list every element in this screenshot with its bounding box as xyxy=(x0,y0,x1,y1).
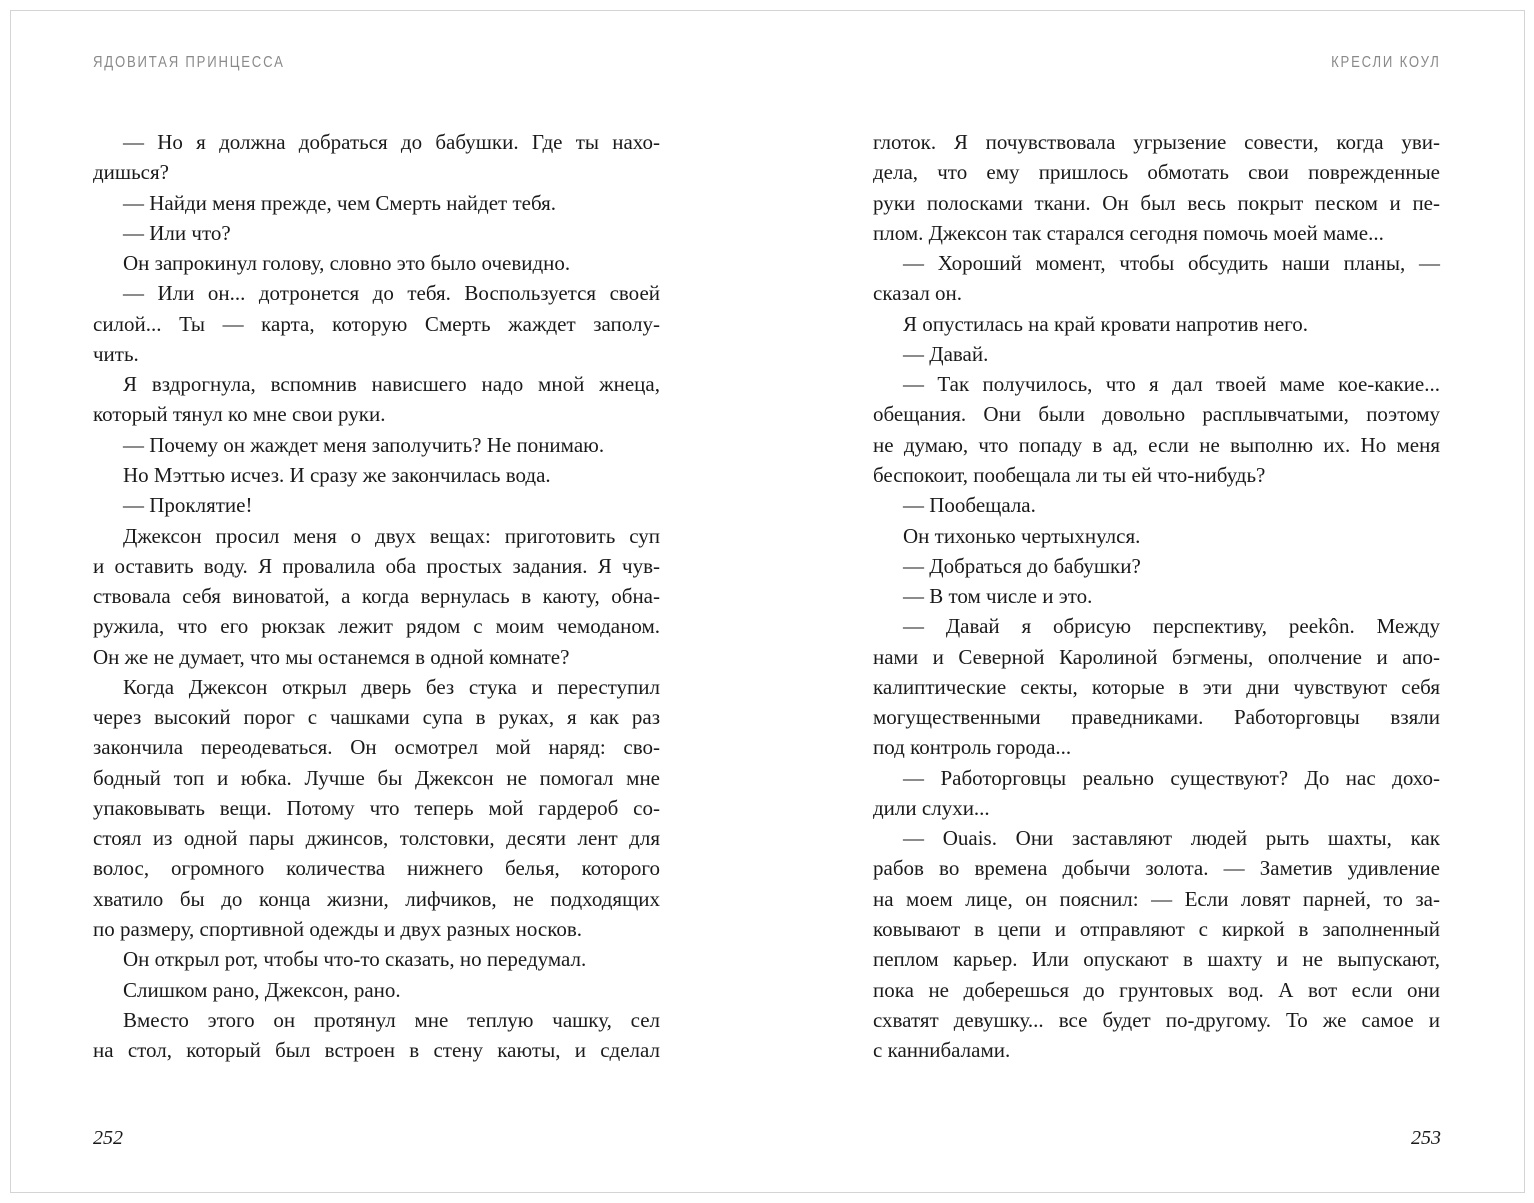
text-line: силой... Ты — карта, которую Смерть жаждет заполу- xyxy=(93,311,660,336)
text-line: на стол, который был встроен в стену каюты, и сделал xyxy=(93,1038,660,1063)
text-line: стоял из одной пары джинсов, толстовки, десяти лент для xyxy=(93,826,660,851)
text-line: — Хороший момент, чтобы обсудить наши планы, — xyxy=(903,251,1440,276)
text-line: дишься? xyxy=(93,160,169,185)
text-line: — Но я должна добраться до бабушки. Где ты нахо- xyxy=(123,130,660,154)
text-line: — Или что? xyxy=(123,220,231,245)
text-line: дела, что ему пришлось обмотать свои поврежденные xyxy=(873,160,1440,185)
page-number-left: 252 xyxy=(93,1127,123,1149)
text-line: — Найди меня прежде, чем Смерть найдет тебя. xyxy=(123,190,557,215)
text-line: чить. xyxy=(93,341,139,366)
text-line: под контроль города... xyxy=(873,735,1072,760)
text-line: схватят девушку... все будет по-другому. То же самое и xyxy=(873,1007,1440,1032)
text-line: дили слухи... xyxy=(873,795,990,820)
text-line: Вместо этого он протянул мне теплую чашку, сел xyxy=(123,1007,660,1032)
text-line: — В том числе и это. xyxy=(903,584,1093,609)
text-line: беспокоит, пообещала ли ты ей что-нибудь? xyxy=(873,462,1266,487)
text-line: который тянул ко мне свои руки. xyxy=(93,402,386,427)
text-line: Слишком рано, Джексон, рано. xyxy=(123,977,401,1002)
text-line: могущественными праведниками. Работорговцы взяли xyxy=(873,705,1440,730)
text-line: руки полосками ткани. Он был весь покрыт песком и пе- xyxy=(873,190,1440,215)
text-line: ковывают в цепи и отправляют с киркой в заполненный xyxy=(873,917,1440,942)
text-line: ружила, что его рюкзак лежит рядом с моим чемоданом. xyxy=(93,614,660,639)
text-line: Он тихонько чертыхнулся. xyxy=(903,523,1141,548)
running-head-left: ЯДОВИТАЯ ПРИНЦЕССА xyxy=(93,54,285,71)
text-line: Но Мэттью исчез. И сразу же закончилась вода. xyxy=(123,462,551,487)
text-line: обещания. Они были довольно расплывчатыми, поэтому xyxy=(873,402,1440,427)
text-line: Я вздрогнула, вспомнив нависшего надо мной жнеца, xyxy=(123,372,660,397)
text-line: глоток. Я почувствовала угрызение совести, когда уви- xyxy=(873,130,1440,154)
text-line: — Работорговцы реально существуют? До нас дохо- xyxy=(903,765,1440,790)
text-line: нами и Северной Каролиной бэгмены, ополчение и апо- xyxy=(873,644,1440,669)
text-line: на моем лице, он пояснил: — Если ловят парней, то за- xyxy=(873,886,1440,911)
text-line: с каннибалами. xyxy=(873,1038,1011,1063)
text-line: пока не доберешься до грунтовых вод. А вот если они xyxy=(873,977,1440,1002)
text-line: волос, огромного количества нижнего белья, которого xyxy=(93,856,660,881)
text-line: — Проклятие! xyxy=(123,493,253,518)
text-line: — Добраться до бабушки? xyxy=(903,553,1141,578)
text-line: сказал он. xyxy=(873,281,963,306)
text-line: — Так получилось, что я дал твоей маме кое-какие... xyxy=(903,372,1440,397)
text-line: Он же не думает, что мы останемся в одной комнате? xyxy=(93,644,570,669)
text-line: Он открыл рот, чтобы что-то сказать, но передумал. xyxy=(123,947,587,972)
text-line: Он запрокинул голову, словно это было очевидно. xyxy=(123,251,571,276)
text-line: Я опустилась на край кровати напротив него. xyxy=(903,311,1309,336)
text-line: бодный топ и юбка. Лучше бы Джексон не помогал мне xyxy=(93,765,660,790)
text-line: плом. Джексон так старался сегодня помочь моей маме... xyxy=(873,220,1384,245)
page-number-right: 253 xyxy=(1411,1127,1441,1149)
text-line: Джексон просил меня о двух вещах: приготовить суп xyxy=(123,523,660,548)
text-line: по размеру, спортивной одежды и двух разных носков. xyxy=(93,917,583,942)
text-line: — Пообещала. xyxy=(903,493,1036,518)
text-line: через высокий порог с чашками супа в руках, я как раз xyxy=(93,705,660,730)
text-line: пеплом карьер. Или опускают в шахту и не выпускают, xyxy=(873,947,1440,972)
text-line: калиптические секты, которые в эти дни чувствуют себя xyxy=(873,674,1440,699)
running-head-right: КРЕСЛИ КОУЛ xyxy=(1331,54,1441,71)
text-line: не думаю, что попаду в ад, если не выполню их. Но меня xyxy=(873,432,1440,457)
text-line: — Почему он жаждет меня заполучить? Не понимаю. xyxy=(123,432,605,457)
text-line: Когда Джексон открыл дверь без стука и переступил xyxy=(123,674,660,699)
text-line: и оставить воду. Я провалила оба простых задания. Я чув- xyxy=(93,553,660,578)
text-line: — Давай я обрисую перспективу, peekôn. Между xyxy=(903,614,1440,639)
text-line: — Давай. xyxy=(903,341,989,366)
text-line: ствовала себя виноватой, а когда вернулась в каюту, обна- xyxy=(93,584,660,609)
text-line: хватило бы до конца жизни, лифчиков, не подходящих xyxy=(93,886,660,911)
text-line: закончила переодеваться. Он осмотрел мой наряд: сво- xyxy=(93,735,660,760)
text-line: упаковывать вещи. Потому что теперь мой гардероб со- xyxy=(93,795,660,820)
text-line: рабов во времена добычи золота. — Заметив удивление xyxy=(873,856,1440,881)
text-line: — Или он... дотронется до тебя. Воспользуется своей xyxy=(123,281,660,306)
text-line: — Ouais. Они заставляют людей рыть шахты, как xyxy=(903,826,1440,851)
